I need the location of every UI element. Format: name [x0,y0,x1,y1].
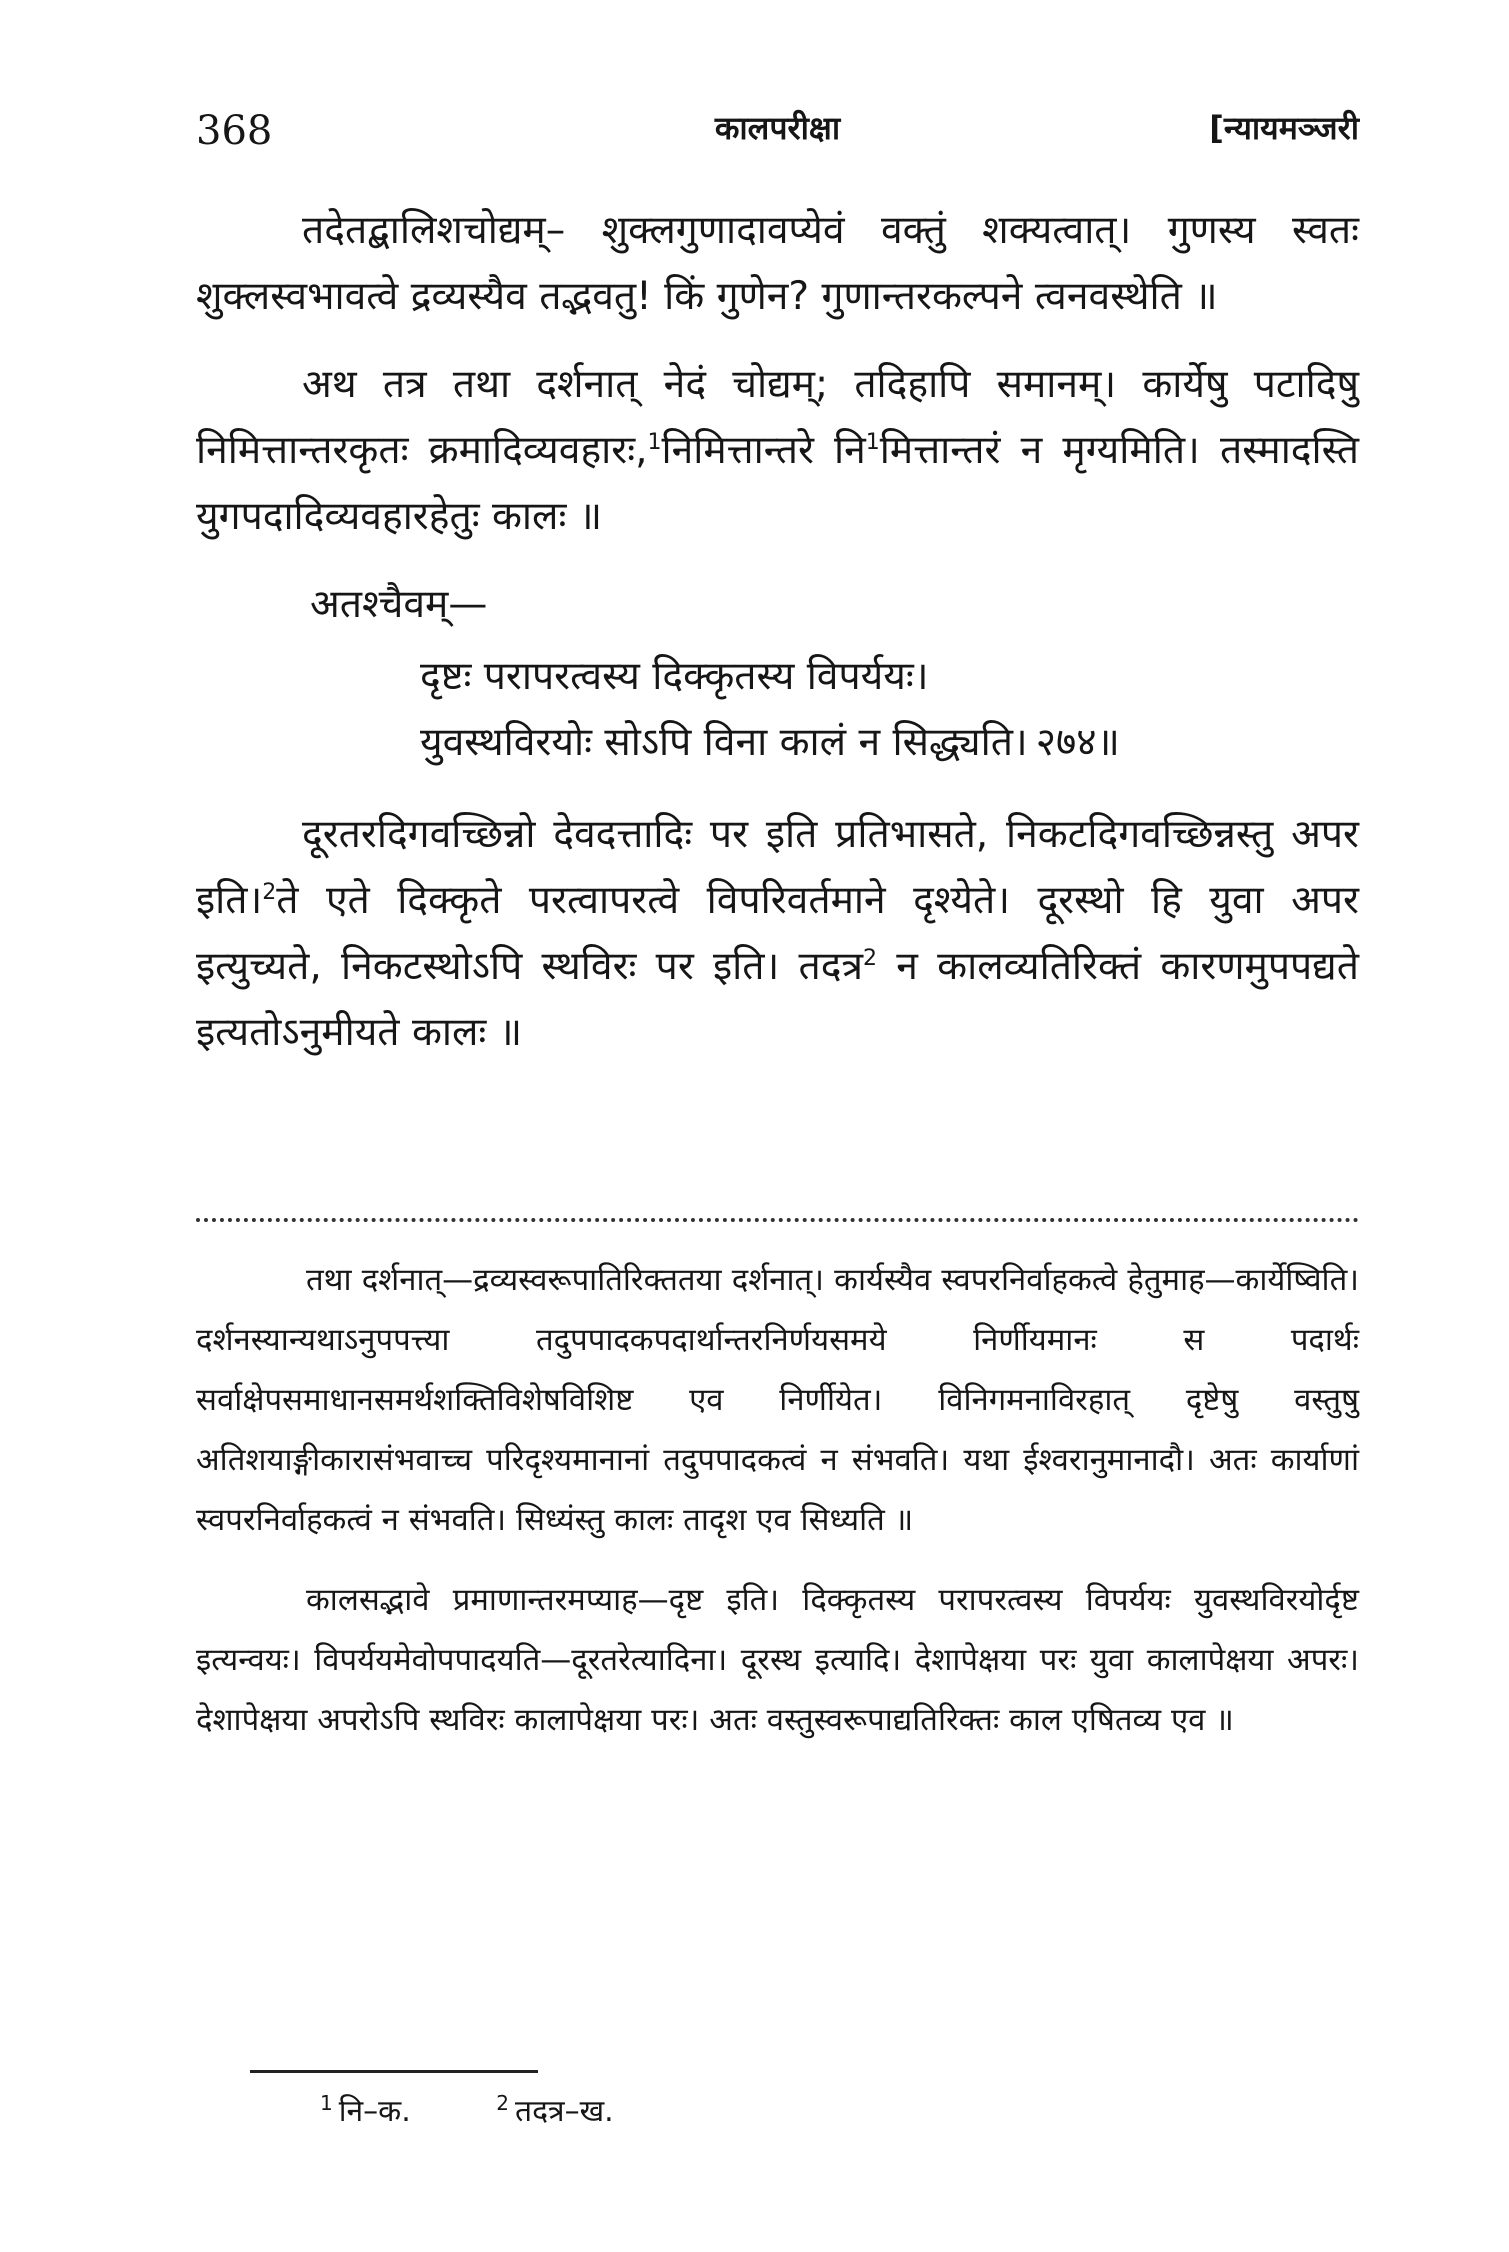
verse-line-2-text: युवस्थविरयोः सोऽपि विना कालं न सिद्ध्यति। [420,720,1028,765]
footnote-2 [496,2092,613,2132]
footnote-ref-2-repeat: 2 [863,946,877,971]
commentary-divider [196,1218,1359,1222]
main-paragraph-2 [196,352,1359,550]
main-paragraph-3-text-c: न कालव्यतिरिक्तं कारणमुपपद्यते इत्यतोऽनुमीयते कालः ॥ [196,944,1359,1055]
main-paragraph-2-text-a: अथ तत्र तथा दर्शनात् नेदं चोद्यम्; तदिहापि समानम्। कार्येषु पटादिषु निमित्तान्तरकृतः क्रमादिव्यवहारः, [196,362,1359,473]
page-number: 368 [196,108,273,154]
main-paragraph-3 [196,802,1359,1066]
verse-line-2 [420,710,1359,776]
main-paragraph-3-text-a: दूरतरदिगवच्छिन्नो देवदत्तादिः पर इति प्रतिभासते, निकटदिगवच्छिन्नस्तु अपर इति। [196,812,1359,923]
footnote-1 [320,2092,411,2132]
footnote-1-mark: 1 [320,2091,333,2115]
footnote-ref-1-repeat: 1 [865,430,880,455]
footnote-ref-2: 2 [262,880,277,905]
footnote-rule [250,2070,538,2073]
main-paragraph-2-text-b: निमित्तान्तरे नि [661,428,866,473]
running-title: कालपरीक्षा [714,109,841,147]
main-paragraph-1: तदेतद्बालिशचोद्यम्– शुक्लगुणादावप्येवं वक्तुं शक्यत्वात्। गुणस्य स्वतः शुक्लस्वभावत्वे द्रव्यस्यैव तद्भवतु! किं गुणेन? गुणान्तरकल्पने त्वनवस्थेति ॥ [196,208,1359,319]
section-name: [न्यायमञ्जरी [1209,109,1359,147]
footnote-2-text: तदत्र–ख. [515,2094,614,2129]
verse [196,644,1359,776]
main-paragraph-2-text-c: मित्तान्तरं न मृग्यमिति। तस्मादस्ति युगपदादिव्यवहारहेतुः कालः ॥ [196,428,1360,539]
verse-number: २७४॥ [1035,720,1120,765]
main-paragraph-3-text-b: ते एते दिक्कृते परत्वापरत्वे विपरिवर्तमाने दृश्येते। दूरस्थो हि युवा अपर इत्युच्यते, निकटस्थोऽपि स्थविरः पर इति। तदत्र [196,878,1359,989]
footnotes [320,2092,690,2132]
main-text [196,198,1359,1088]
verse-intro: अतश्चैवम्— [310,582,488,627]
footnote-1-text: नि–क. [338,2094,411,2129]
verse-line-1: दृष्टः परापरत्वस्य दिक्कृतस्य विपर्ययः। [420,654,929,699]
commentary-paragraph-2: कालसद्भावे प्रमाणान्तरमप्याह—दृष्ट इति। दिक्कृतस्य परापरत्वस्य विपर्ययः युवस्थविरयोर्दृष्ट इत्यन्वयः। विपर्ययमेवोपपादयति—दूरतरेत्यादिना। दूरस्थ इत्यादि। देशापेक्षया परः युवा कालापेक्षया अपरः। देशापेक्षया अपरोऽपि स्थविरः कालापेक्षया परः। अतः वस्तुस्वरूपाद्यतिरिक्तः काल एषितव्य एव ॥ [196,1582,1359,1738]
footnote-ref-1: 1 [647,430,662,455]
commentary [196,1250,1359,1770]
footnote-2-mark: 2 [496,2091,510,2115]
commentary-paragraph-1: तथा दर्शनात्—द्रव्यस्वरूपातिरिक्ततया दर्शनात्। कार्यस्यैव स्वपरनिर्वाहकत्वे हेतुमाह—कार्येष्विति। दर्शनस्यान्यथाऽनुपपत्त्या तदुपपादकपदार्थान्तरनिर्णयसमये निर्णीयमानः स पदार्थः सर्वाक्षेपसमाधानसमर्थशक्तिविशेषविशिष्ट एव निर्णीयेत। विनिगमनाविरहात् दृष्टेषु वस्तुषु अतिशयाङ्गीकारासंभवाच्च परिदृश्यमानानां तदुपपादकत्वं न संभवति। यथा ईश्वरानुमानादौ। अतः कार्याणां स्वपरनिर्वाहकत्वं न संभवति। सिध्यंस्तु कालः तादृश एव सिध्यति ॥ [196,1262,1359,1538]
page-header [196,100,1359,154]
